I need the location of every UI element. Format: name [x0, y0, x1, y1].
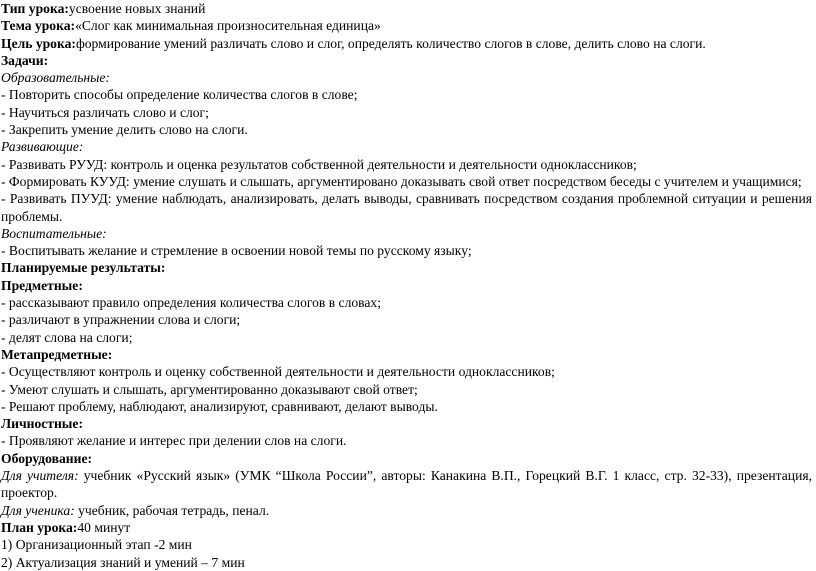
lesson-topic-label: Тема урока: — [1, 18, 76, 34]
plan-label: План урока: — [1, 519, 78, 535]
subject-results-label: Предметные: — [1, 277, 83, 293]
lesson-goal-line — [1, 35, 812, 52]
upbringing-label: Воспитательные: — [1, 225, 107, 241]
educational-item: - Повторить способы определение количества слогов в слове; — [1, 87, 358, 103]
lesson-type-value: усвоение новых знаний — [68, 1, 206, 16]
lesson-type-line — [1, 0, 812, 17]
equipment-heading: Оборудование: — [1, 450, 93, 466]
equipment-student-line — [1, 502, 812, 519]
developing-label: Развивающие: — [1, 139, 84, 155]
developing-item: - Развивать ПУУД: умение наблюдать, анализировать, делать выводы, сравнивать посредством создания проблемной ситуации и решения проблемы. — [1, 191, 812, 224]
plan-item: 2) Актуализация знаний и умений – 7 мин — [1, 554, 245, 570]
educational-item: - Закрепить умение делить слово на слоги. — [1, 122, 248, 138]
subject-result-item: - различают в упражнении слова и слоги; — [1, 312, 241, 328]
plan-item: 1) Организационный этап -2 мин — [1, 537, 192, 553]
lesson-type-label: Тип урока: — [1, 1, 69, 16]
equipment-teacher-value: учебник «Русский язык» (УМК “Школа России”, авторы: Канакина В.П., Горецкий В.Г. 1 класс, стр. 32-33), презентация, проектор. — [1, 468, 812, 501]
equipment-student-label: Для ученика: — [1, 502, 75, 518]
developing-item: - Формировать КУУД: умение слушать и слышать, аргументировано доказывать свой ответ посредством беседы с учителем и учащимися; — [1, 173, 802, 189]
tasks-heading: Задачи: — [1, 52, 49, 68]
results-heading: Планируемые результаты: — [1, 260, 166, 276]
equipment-teacher-label: Для учителя: — [1, 468, 79, 484]
meta-results-label: Метапредметные: — [1, 346, 113, 362]
subject-result-item: - делят слова на слоги; — [1, 329, 133, 345]
upbringing-item: - Воспитывать желание и стремление в освоении новой темы по русскому языку; — [1, 243, 472, 259]
lesson-topic-line — [1, 17, 812, 34]
developing-item: - Развивать РУУД: контроль и оценка результатов собственной деятельности и деятельности одноклассников; — [1, 156, 637, 172]
plan-duration: 40 минут — [77, 519, 131, 535]
lesson-goal-value: формирование умений различать слово и слог, определять количество слогов в слове, делить слово на слоги. — [75, 35, 706, 51]
meta-result-item: - Умеют слушать и слышать, аргументированно доказывают свой ответ; — [1, 381, 418, 397]
personal-result-item: - Проявляют желание и интерес при делении слов на слоги. — [1, 433, 347, 449]
educational-item: - Научиться различать слово и слог; — [1, 104, 209, 120]
meta-result-item: - Осуществляют контроль и оценку собственной деятельности и деятельности одноклассников; — [1, 364, 555, 380]
educational-label: Образовательные: — [1, 70, 110, 86]
meta-result-item: - Решают проблему, наблюдают, анализируют, сравнивают, делают выводы. — [1, 398, 438, 414]
subject-result-item: - рассказывают правило определения количества слогов в словах; — [1, 295, 382, 311]
equipment-teacher-line — [1, 467, 812, 502]
lesson-goal-label: Цель урока: — [1, 35, 76, 51]
personal-results-label: Личностные: — [1, 416, 83, 432]
lesson-topic-value: «Слог как минимальная произносительная единица» — [75, 18, 381, 34]
plan-line — [1, 519, 812, 536]
equipment-student-value: учебник, рабочая тетрадь, пенал. — [74, 502, 270, 518]
